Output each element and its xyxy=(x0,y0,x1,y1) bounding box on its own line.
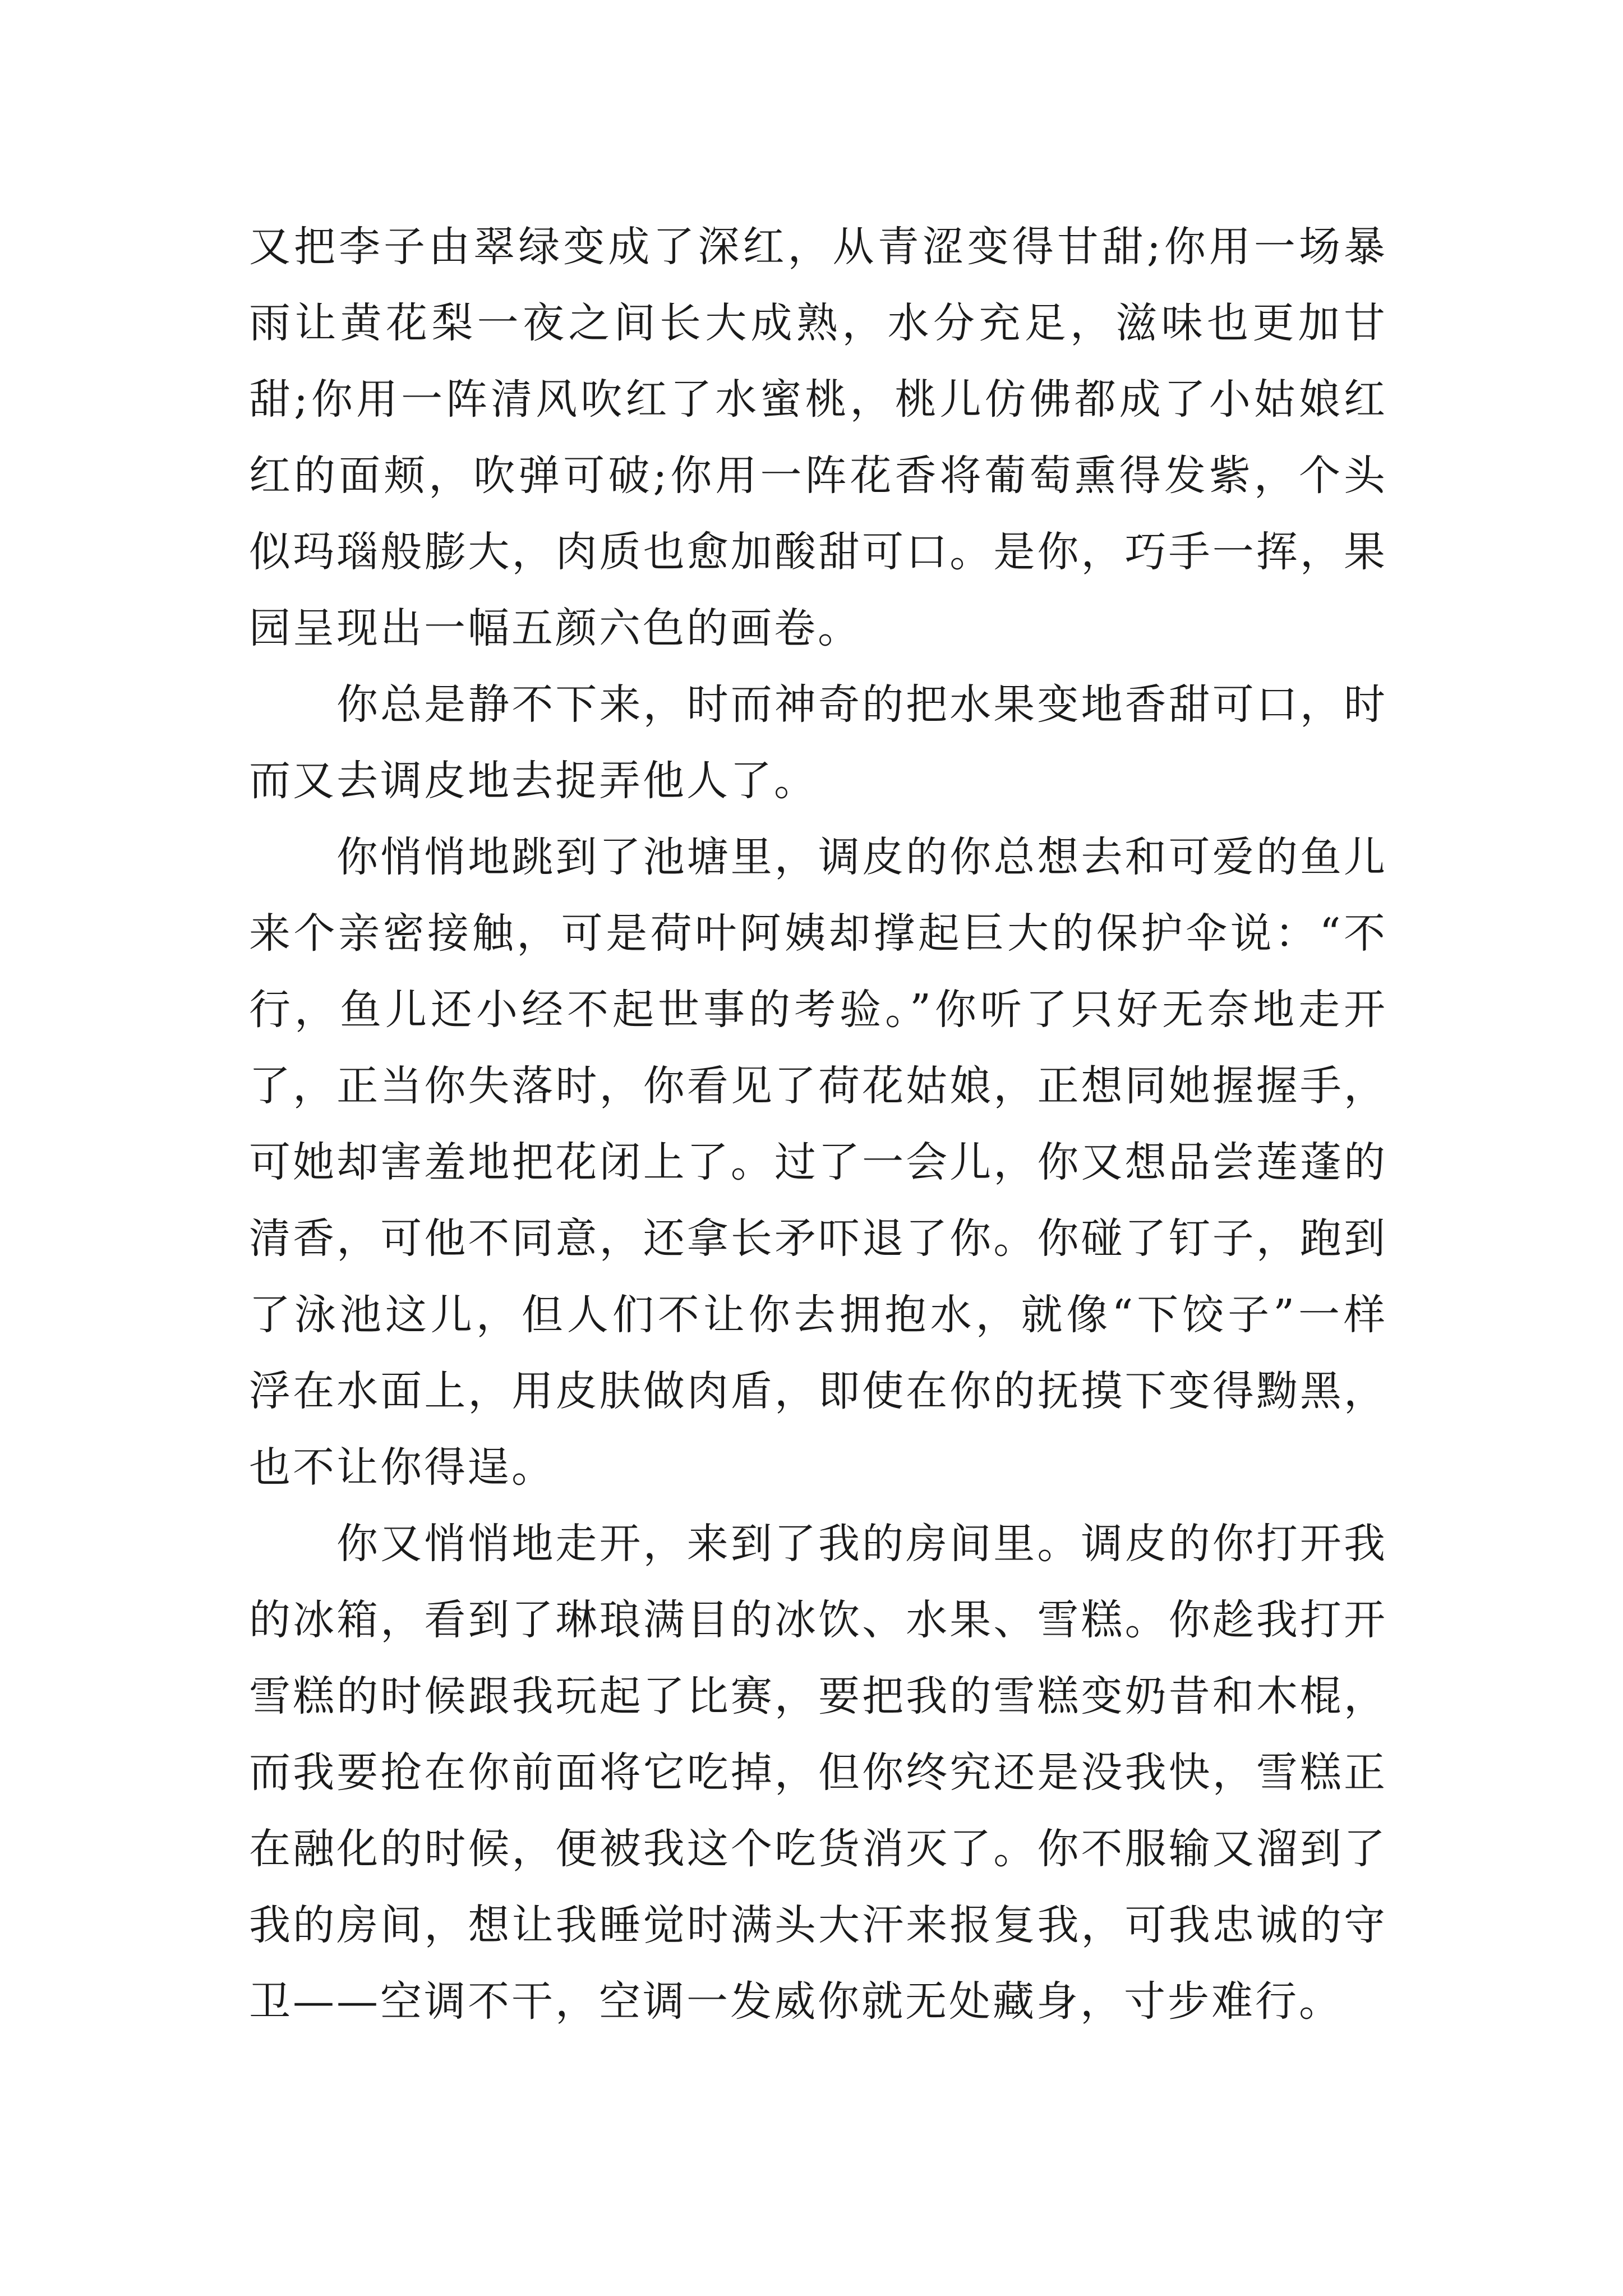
paragraph-pond-and-pool: 你悄悄地跳到了池塘里，调皮的你总想去和可爱的鱼儿来个亲密接触，可是荷叶阿姨却撑起巨大的保护伞说：“不行，鱼儿还小经不起世事的考验。”你听了只好无奈地走开了，正当你失落时，你看见了荷花姑娘，正想同她握握手，可她却害羞地把花闭上了。过了一会儿，你又想品尝莲蓬的清香，可他不同意，还拿长矛吓退了你。你碰了钉子，跑到了泳池这儿，但人们不让你去拥抱水，就像“下饺子”一样浮在水面上，用皮肤做肉盾，即使在你的抚摸下变得黝黑，也不让你得逞。 xyxy=(249,833,1387,1492)
document-body xyxy=(249,209,1387,2040)
paragraph-continuation: 又把李子由翠绿变成了深红，从青涩变得甘甜;你用一场暴雨让黄花梨一夜之间长大成熟，水分充足，滋味也更加甘甜;你用一阵清风吹红了水蜜桃，桃儿仿佛都成了小姑娘红红的面颊，吹弹可破;你用一阵花香将葡萄熏得发紫，个头似玛瑙般膨大，肉质也愈加酸甜可口。是你，巧手一挥，果园呈现出一幅五颜六色的画卷。 xyxy=(249,223,1387,652)
paragraph-bedroom: 你又悄悄地走开，来到了我的房间里。调皮的你打开我的冰箱，看到了琳琅满目的冰饮、水果、雪糕。你趁我打开雪糕的时候跟我玩起了比赛，要把我的雪糕变奶昔和木棍，而我要抢在你前面将它吃掉，但你终究还是没我快，雪糕正在融化的时候，便被我这个吃货消灭了。你不服输又溜到了我的房间，想让我睡觉时满头大汗来报复我，可我忠诚的守卫——空调不干，空调一发威你就无处藏身，寸步难行。 xyxy=(249,1520,1387,2026)
paragraph-restless-wind: 你总是静不下来，时而神奇的把水果变地香甜可口，时而又去调皮地去捉弄他人了。 xyxy=(249,680,1387,805)
